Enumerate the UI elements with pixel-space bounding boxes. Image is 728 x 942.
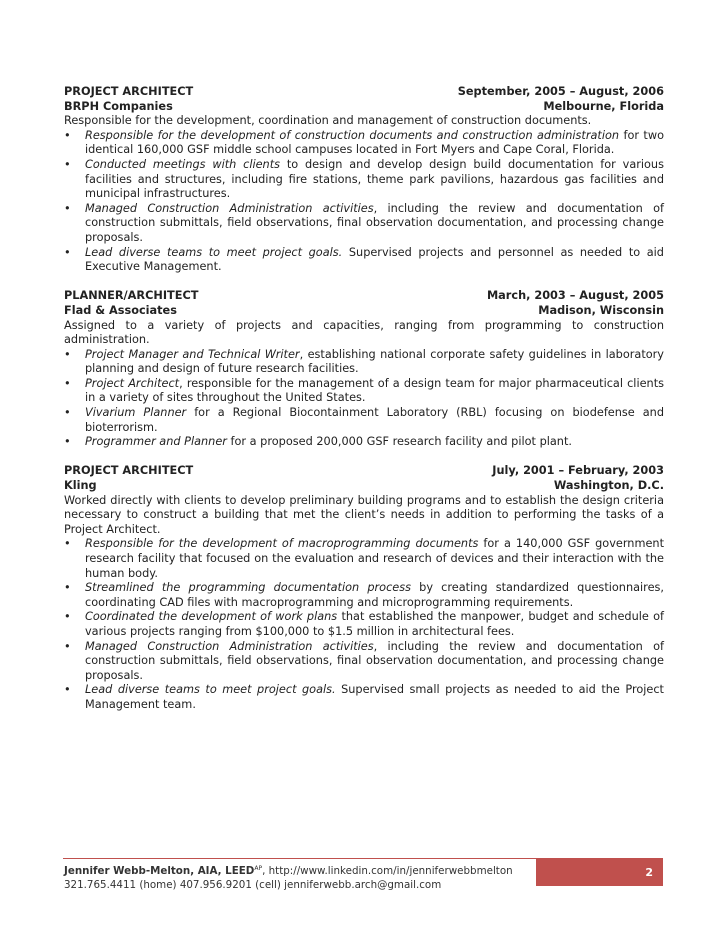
bullet-icon: •: [64, 128, 71, 142]
job-company: BRPH Companies: [64, 99, 173, 113]
bullet-icon: •: [64, 406, 71, 420]
bullet-emphasis: Vivarium Planner: [85, 406, 187, 420]
job-section: [64, 464, 664, 712]
bullet-icon: •: [64, 581, 71, 595]
job-summary: Worked directly with clients to develop preliminary building programs and to establish the design criteria necessary to construct a building that met the client’s needs in addition to performing the tasks of a Project Architect.: [64, 493, 664, 536]
job-title: PLANNER/ARCHITECT: [64, 289, 199, 303]
bullet-emphasis: Lead diverse teams to meet project goals.: [85, 245, 343, 259]
bullet-text: for a 140,000 GSF government research facility that focused on the evaluation and research of devices and their interaction with the human body.: [85, 537, 664, 580]
bullet-emphasis: Lead diverse teams to meet project goals.: [85, 683, 336, 697]
job-summary: Assigned to a variety of projects and capacities, ranging from programming to construction administration.: [64, 318, 664, 347]
job-dates: March, 2003 – August, 2005: [486, 289, 664, 303]
footer-linkedin-link[interactable]: , http://www.linkedin.com/in/jenniferwebbmelton: [262, 865, 513, 877]
job-dates: July, 2001 – February, 2003: [492, 464, 664, 478]
job-header-row: [64, 464, 664, 479]
job-location: Melbourne, Florida: [543, 99, 664, 113]
bullet-item: [64, 610, 664, 639]
bullet-emphasis: Conducted meetings with clients: [85, 157, 281, 171]
bullet-text: Supervised projects and personnel as needed to aid Executive Management.: [85, 245, 664, 274]
footer-line-1: [64, 862, 513, 878]
job-title: PROJECT ARCHITECT: [64, 464, 194, 478]
job-header-row: [64, 85, 664, 100]
resume-page: [64, 85, 664, 727]
bullet-icon: •: [64, 157, 71, 171]
bullet-item: [64, 640, 664, 684]
footer-name-suffix: AP: [254, 865, 263, 872]
bullet-emphasis: Managed Construction Administration activities: [85, 201, 374, 215]
bullet-icon: •: [64, 537, 71, 551]
bullet-text: , including the review and documentation of construction submittals, field observations, final observation documentation, and processing change proposals.: [85, 639, 665, 682]
bullet-icon: •: [64, 347, 71, 361]
bullet-item: [64, 202, 664, 246]
job-title: PROJECT ARCHITECT: [64, 85, 194, 98]
job-company: Kling: [64, 479, 97, 493]
bullet-item: [64, 683, 664, 712]
job-bullet-list: [64, 348, 664, 450]
job-company-row: [64, 100, 664, 115]
page-number-badge: [536, 859, 663, 886]
bullet-emphasis: Managed Construction Administration activities: [85, 639, 374, 653]
bullet-emphasis: Responsible for the development of macroprogramming documents: [85, 537, 479, 551]
job-bullet-list: [64, 537, 664, 712]
bullet-item: [64, 581, 664, 610]
bullet-text: Supervised small projects as needed to aid the Project Management team.: [85, 683, 664, 711]
bullet-icon: •: [64, 435, 71, 449]
bullet-text: , establishing national corporate safety guidelines in laboratory planning and design of future research facilities.: [85, 347, 664, 376]
bullet-icon: •: [64, 376, 71, 390]
bullet-icon: •: [64, 245, 71, 259]
bullet-icon: •: [64, 201, 71, 215]
footer-name: Jennifer Webb-Melton, AIA, LEED: [64, 865, 255, 877]
bullet-item: [64, 377, 664, 406]
bullet-text: to design and develop design build documentation for various facilities and structures, including fire stations, theme park pavilions, hazardous gas facilities and municipal infrastructures.: [85, 157, 664, 201]
bullet-item: [64, 246, 664, 275]
bullet-text: for a proposed 200,000 GSF research facility and pilot plant.: [226, 435, 572, 449]
job-dates: September, 2005 – August, 2006: [457, 85, 664, 98]
bullet-item: [64, 406, 664, 435]
bullet-emphasis: Responsible for the development of construction documents and construction administration: [85, 128, 620, 142]
bullet-text: that established the manpower, budget and schedule of various projects ranging from $100,000 to $1.5 million in architectural fees.: [85, 610, 664, 638]
bullet-icon: •: [64, 610, 71, 624]
job-section: [64, 85, 664, 275]
job-location: Washington, D.C.: [553, 479, 664, 493]
bullet-emphasis: Programmer and Planner: [85, 435, 227, 449]
page-number: 2: [645, 866, 653, 879]
bullet-icon: •: [64, 683, 71, 697]
job-bullet-list: [64, 129, 664, 275]
bullet-item: [64, 537, 664, 581]
job-summary: Responsible for the development, coordination and management of construction documents.: [64, 114, 592, 128]
bullet-text: , responsible for the management of a design team for major pharmaceutical clients in a variety of sites throughout the United States.: [85, 376, 665, 405]
footer-contact: 321.765.4411 (home) 407.956.9201 (cell) jenniferwebb.arch@gmail.com: [64, 879, 442, 891]
bullet-item: [64, 348, 664, 377]
bullet-emphasis: Project Architect: [85, 376, 180, 390]
job-header-row: [64, 289, 664, 304]
job-location: Madison, Wisconsin: [538, 303, 664, 317]
bullet-text: for a Regional Biocontainment Laboratory (RBL) focusing on biodefense and bioterrorism.: [85, 406, 664, 434]
bullet-text: for two identical 160,000 GSF middle school campuses located in Fort Myers and Cape Coral, Florida.: [85, 128, 664, 157]
job-company: Flad & Associates: [64, 303, 177, 317]
job-company-row: [64, 479, 664, 494]
bullet-item: [64, 435, 664, 450]
bullet-emphasis: Streamlined the programming documentation process: [85, 581, 411, 595]
job-company-row: [64, 304, 664, 319]
bullet-emphasis: Project Manager and Technical Writer: [85, 347, 300, 361]
bullet-emphasis: Coordinated the development of work plans: [85, 610, 338, 624]
bullet-text: by creating standardized questionnaires, coordinating CAD files with macroprogramming and microprogramming requirements.: [85, 581, 664, 609]
bullet-item: [64, 158, 664, 202]
bullet-item: [64, 129, 664, 158]
bullet-icon: •: [64, 639, 71, 653]
bullet-text: , including the review and documentation of construction submittals, field observations, final observation documentation, and processing change proposals.: [85, 201, 665, 244]
job-section: [64, 289, 664, 450]
footer: [64, 862, 513, 892]
